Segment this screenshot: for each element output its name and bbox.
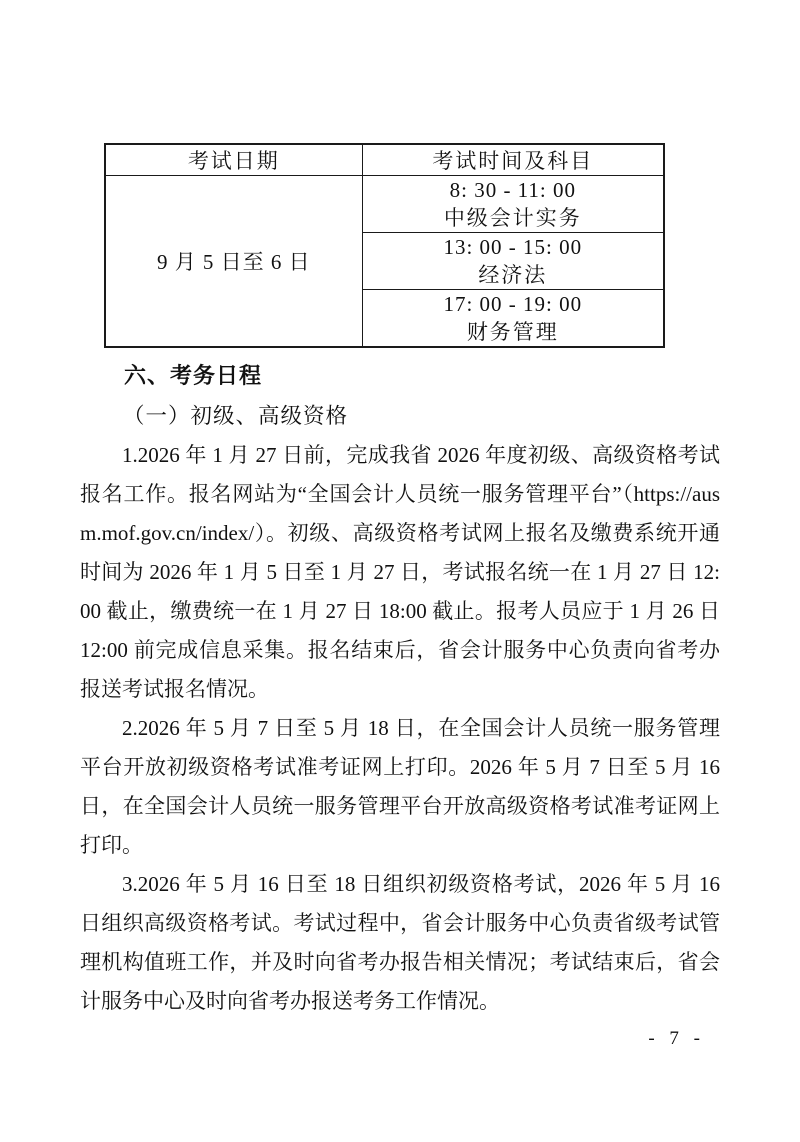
session-2-subject: 经济法 (478, 263, 548, 287)
document-body (80, 355, 720, 1021)
exam-schedule-table (104, 143, 665, 348)
paragraph-admission-ticket: 2.2026 年 5 月 7 日至 5 月 18 日，在全国会计人员统一服务管理平台开放初级资格考试准考证网上打印。2026 年 5 月 7 日至 5 月 16 日，在全国会计人员统一服务管理平台开放高级资格考试准考证网上打印。 (80, 716, 720, 857)
subsection-heading: （一）初级、高级资格 (123, 404, 349, 428)
paragraph-registration: 1.2026 年 1 月 27 日前，完成我省 2026 年度初级、高级资格考试报名工作。报名网站为“全国会计人员统一服务管理平台”（https://ausm.mof.gov.cn/index/）。初级、高级资格考试网上报名及缴费系统开通时间为 2026 年 1 月 5 日至 1 月 27 日，考试报名统一在 1 月 27 日 12:00 截止，缴费统一在 1 月 27 日 18:00 截止。报考人员应于 1 月 26 日 12:00 前完成信息采集。报名结束后，省会计服务中心负责向省考办报送考试报名情况。 (80, 443, 720, 701)
session-3-time: 17: 00 - 19: 00 (443, 292, 583, 316)
page-number: - 7 - (648, 1028, 705, 1049)
session-1-time: 8: 30 - 11: 00 (449, 178, 576, 202)
section-heading: 六、考务日程 (124, 363, 263, 388)
table-header-exam-date: 考试日期 (105, 144, 362, 176)
paragraph-exam-organization: 3.2026 年 5 月 16 日至 18 日组织初级资格考试，2026 年 5 月 16 日组织高级资格考试。考试过程中，省会计服务中心负责省级考试管理机构值班工作，并及时向省考办报告相关情况；考试结束后，省会计服务中心及时向省考办报送考务工作情况。 (80, 872, 720, 1013)
table-header-row (105, 144, 664, 176)
session-1-subject: 中级会计实务 (443, 206, 582, 230)
table-row (105, 176, 664, 233)
table-cell-session-3 (362, 290, 664, 348)
session-3-subject: 财务管理 (466, 320, 559, 344)
table-cell-session-2 (362, 233, 664, 290)
table-cell-session-1 (362, 176, 664, 233)
table-header-time-subject: 考试时间及科目 (362, 144, 664, 176)
session-2-time: 13: 00 - 15: 00 (443, 235, 583, 259)
table-cell-exam-date: 9 月 5 日至 6 日 (105, 176, 362, 348)
